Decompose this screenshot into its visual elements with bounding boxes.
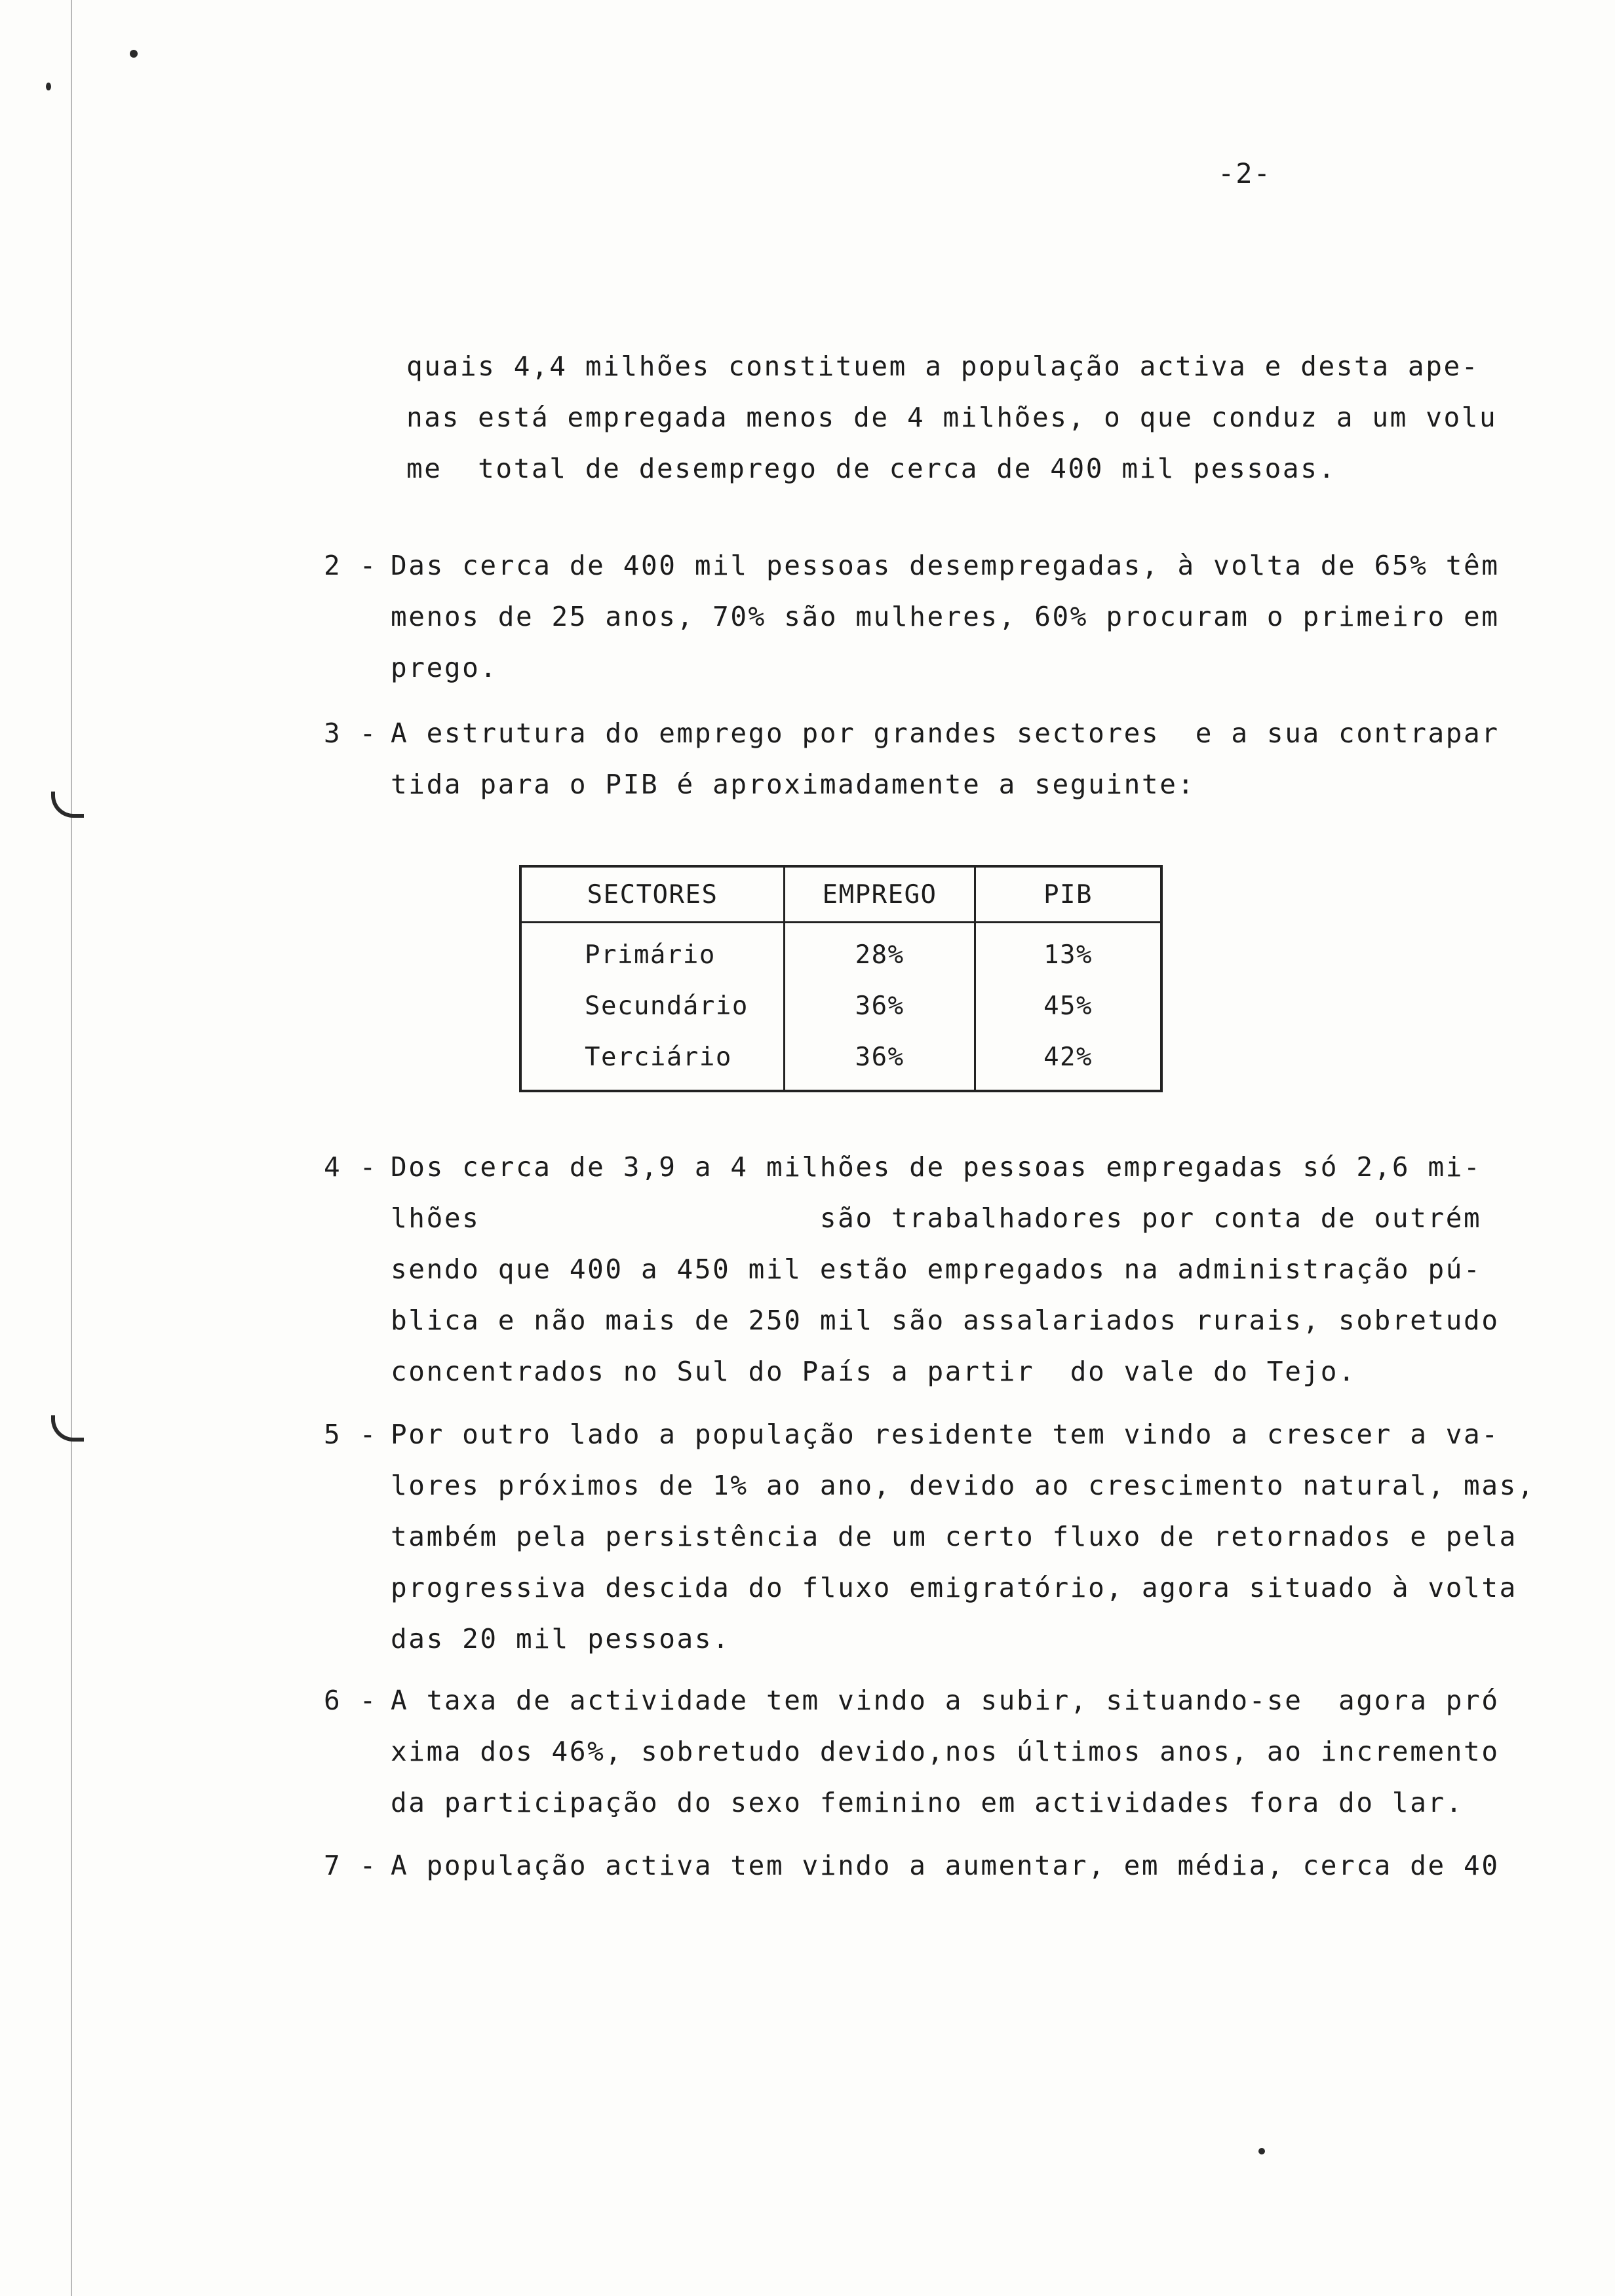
item-7-paragraph — [391, 1840, 1500, 1891]
column-header: PIB — [975, 866, 1161, 923]
text-line: lhões são trabalhadores por conta de outrém — [391, 1202, 1482, 1234]
sector-cell: Terciário — [520, 1031, 785, 1091]
text-line: também pela persistência de um certo fluxo de retornados e pela — [391, 1521, 1517, 1552]
table-row — [520, 980, 1161, 1031]
item-4-paragraph — [391, 1141, 1500, 1397]
sector-cell: Secundário — [520, 980, 785, 1031]
ink-speck — [130, 50, 138, 58]
text-line: nas está empregada menos de 4 milhões, o que conduz a um volu — [406, 402, 1498, 433]
item-3-paragraph — [391, 708, 1500, 810]
text-line: sendo que 400 a 450 mil estão empregados na administração pú- — [391, 1253, 1482, 1285]
ink-speck — [46, 83, 51, 90]
text-line: lores próximos de 1% ao ano, devido ao crescimento natural, mas, — [391, 1470, 1536, 1501]
text-line: A taxa de actividade tem vindo a subir, situando-se agora pró — [391, 1685, 1500, 1716]
item-number: 5 - — [324, 1419, 378, 1450]
ink-speck — [1258, 2148, 1265, 2154]
text-line: concentrados no Sul do País a partir do vale do Tejo. — [391, 1356, 1357, 1387]
pib-cell: 45% — [1043, 991, 1093, 1021]
text-line: tida para o PIB é aproximadamente a seguinte: — [391, 769, 1196, 800]
intro-paragraph — [406, 341, 1497, 494]
text-line: Por outro lado a população residente tem vindo a crescer a va- — [391, 1419, 1500, 1450]
text-line: menos de 25 anos, 70% são mulheres, 60% procuram o primeiro em — [391, 601, 1500, 632]
column-header: EMPREGO — [785, 866, 975, 923]
emprego-cell: 36% — [785, 980, 975, 1031]
text-line: Das cerca de 400 mil pessoas desempregadas, à volta de 65% têm — [391, 550, 1500, 581]
text-line: blica e não mais de 250 mil são assalariados rurais, sobretudo — [391, 1305, 1500, 1336]
pib-cell: 42% — [1043, 1042, 1093, 1072]
table-row — [520, 1031, 1161, 1091]
text-line: prego. — [391, 652, 498, 683]
pib-cell: 13% — [1043, 940, 1093, 970]
text-line: A estrutura do emprego por grandes sectores e a sua contrapar — [391, 718, 1500, 749]
item-6-paragraph — [391, 1675, 1500, 1828]
item-number: 7 - — [324, 1850, 378, 1881]
item-number: 4 - — [324, 1151, 378, 1183]
hole-punch-mark — [51, 1415, 84, 1442]
text-line: quais 4,4 milhões constituem a população activa e desta ape- — [406, 351, 1480, 382]
text-line: das 20 mil pessoas. — [391, 1623, 731, 1655]
binding-margin-line — [71, 0, 72, 2296]
text-line: progressiva descida do fluxo emigratório, agora situado à volta — [391, 1572, 1517, 1603]
item-5-paragraph — [391, 1409, 1535, 1664]
text-line: A população activa tem vindo a aumentar, em média, cerca de 40 — [391, 1850, 1500, 1881]
table-header-row — [520, 866, 1161, 923]
item-number: 3 - — [324, 718, 378, 749]
text-line: me total de desemprego de cerca de 400 mil pessoas. — [406, 453, 1336, 484]
emprego-cell: 36% — [785, 1031, 975, 1091]
text-line: xima dos 46%, sobretudo devido,nos últimos anos, ao incremento — [391, 1736, 1500, 1767]
column-header: SECTORES — [520, 866, 785, 923]
item-number: 2 - — [324, 550, 378, 581]
item-2-paragraph — [391, 540, 1500, 693]
item-number: 6 - — [324, 1685, 378, 1716]
emprego-cell: 28% — [785, 923, 975, 981]
text-line: da participação do sexo feminino em actividades fora do lar. — [391, 1787, 1464, 1818]
table-row — [520, 923, 1161, 981]
sector-table — [519, 865, 1163, 1092]
text-line: Dos cerca de 3,9 a 4 milhões de pessoas empregadas só 2,6 mi- — [391, 1151, 1482, 1183]
hole-punch-mark — [51, 792, 84, 818]
sector-cell: Primário — [520, 923, 785, 981]
page-number: -2- — [1218, 157, 1272, 189]
